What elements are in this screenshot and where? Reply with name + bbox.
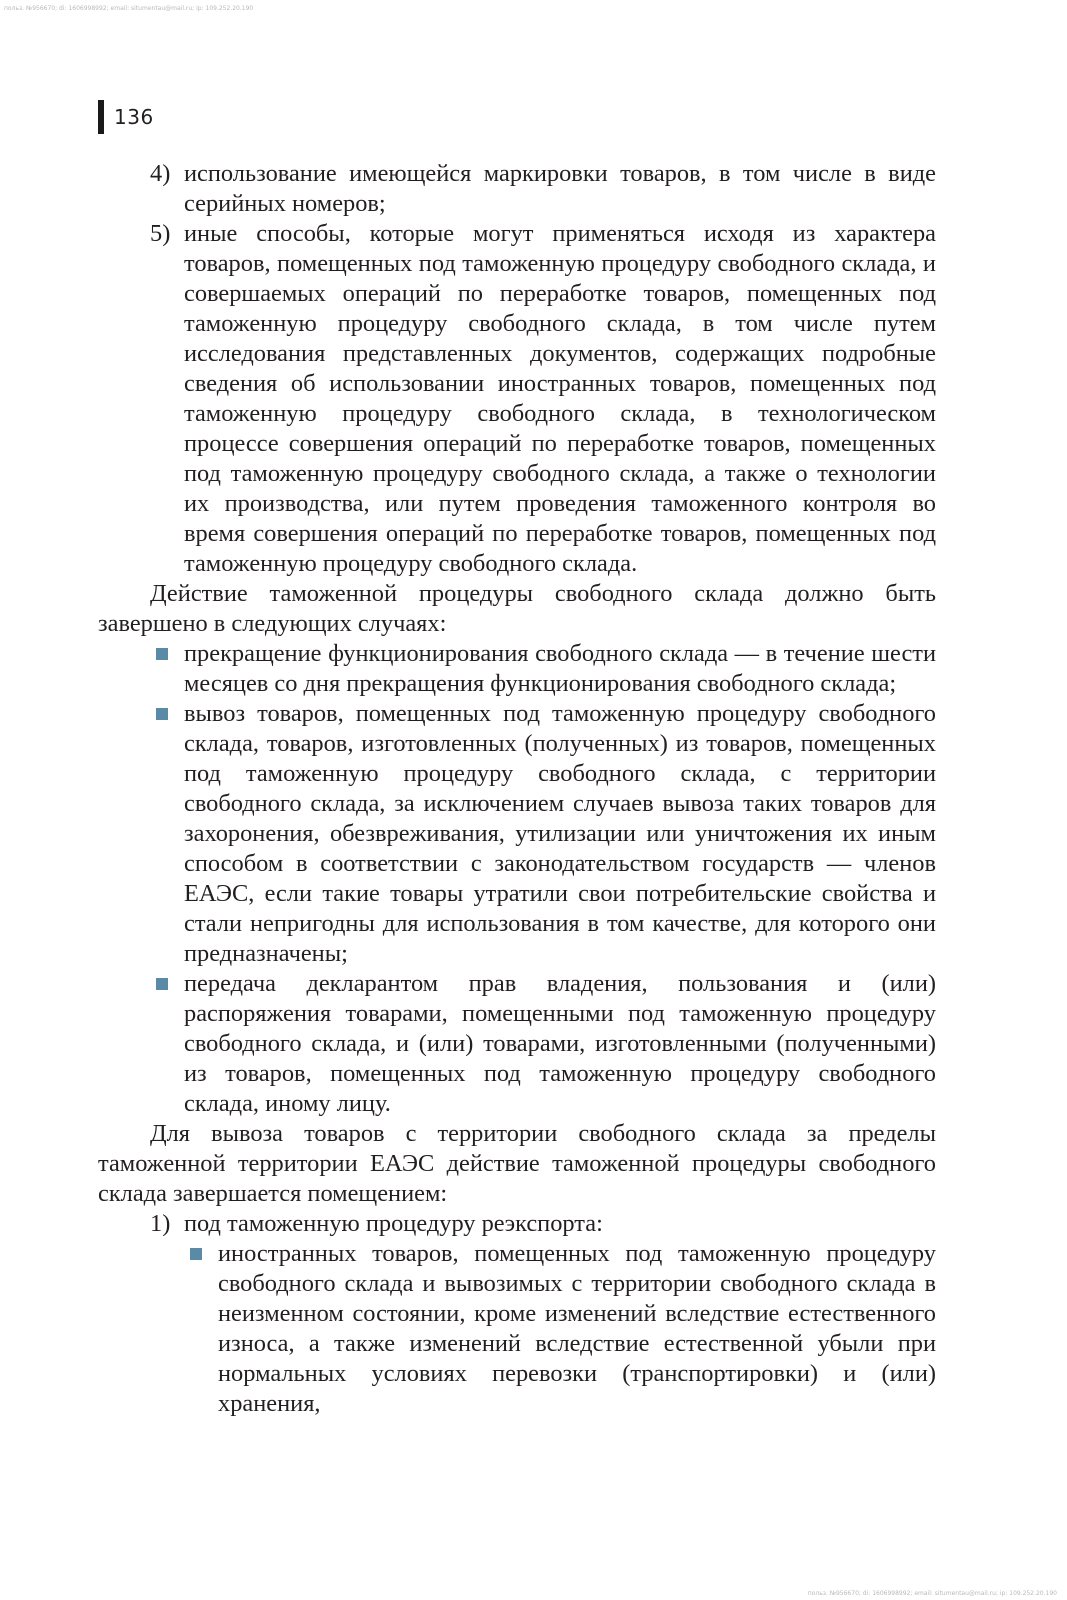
square-bullet-icon (156, 708, 168, 720)
paragraph-completion-cases: Действие таможенной процедуры свободного склада должно быть завершено в следующих случаях: (98, 580, 936, 637)
item-text: под таможенную процедуру реэкспорта: (184, 1210, 603, 1237)
watermark-bottom: польз. №956670; di: 1606998992; email: situmentau@mail.ru; ip: 109.252.20.190 (807, 1590, 1057, 1597)
item-number: 4) (150, 160, 171, 187)
page-number: 136 (114, 105, 154, 129)
square-bullet-icon (156, 978, 168, 990)
square-bullet-icon (156, 648, 168, 660)
numbered-item-1 (98, 1209, 936, 1239)
header-bar (98, 100, 104, 134)
numbered-item-4 (98, 159, 936, 219)
paragraph-export-cases: Для вывоза товаров с территории свободного склада за пределы таможенной территории ЕАЭС действие таможенной процедуры свободного склада завершается помещением: (98, 1120, 936, 1207)
item-number: 5) (150, 220, 171, 247)
item-text: использование имеющейся маркировки товаров, в том числе в виде серийных номеров; (184, 160, 936, 217)
bullet-text: прекращение функционирования свободного склада — в течение шести месяцев со дня прекращения функционирования свободного склада; (184, 640, 936, 697)
numbered-item-5 (98, 219, 936, 579)
body-text (98, 159, 936, 1419)
bullet-text: передача декларантом прав владения, пользования и (или) распоряжения товарами, помещенными под таможенную процедуру свободного склада, и (или) товарами, изготовленными (полученными) из товаров, помещенных под таможенную процедуру свободного склада, иному лицу. (184, 970, 936, 1117)
page-header (98, 100, 154, 134)
bullet-text: иностранных товаров, помещенных под таможенную процедуру свободного склада и вывозимых с территории свободного склада в неизменном состоянии, кроме изменений вследствие естественного износа, а также изменений вследствие естественной убыли при нормальных условиях перевозки (транспортировки) и (или) хранения, (218, 1240, 936, 1417)
watermark-top: польз. №956670; di: 1606998992; email: situmentau@mail.ru; ip: 109.252.20.190 (4, 5, 254, 12)
bullet-item-3 (98, 969, 936, 1119)
bullet-text: вывоз товаров, помещенных под таможенную процедуру свободного склада, товаров, изготовленных (полученных) из товаров, помещенных под таможенную процедуру свободного склада, с территории свободного склада, за исключением случаев вывоза таких товаров для захоронения, обезвреживания, утилизации или уничтожения их иным способом в соответствии с законодательством государств — членов ЕАЭС, если такие товары утратили свои потребительские свойства и стали непригодны для использования в том качестве, для которого они предназначены; (184, 700, 936, 967)
square-bullet-icon (190, 1248, 202, 1260)
bullet-item-2 (98, 699, 936, 969)
sub-bullet-item-1 (98, 1239, 936, 1419)
bullet-item-1 (98, 639, 936, 699)
item-text: иные способы, которые могут применяться исходя из характера товаров, помещенных под таможенную процедуру свободного склада, и совершаемых операций по переработке товаров, помещенных под таможенную процедуру свободного склада, в том числе путем исследования представленных документов, содержащих подробные сведения об использовании иностранных товаров, помещенных под таможенную процедуру свободного склада, в технологическом процессе совершения операций по переработке товаров, помещенных под таможенную процедуру свободного склада, а также о технологии их производства, или путем проведения таможенного контроля во время совершения операций по переработке товаров, помещенных под таможенную процедуру свободного склада. (184, 220, 936, 577)
item-number: 1) (150, 1210, 171, 1237)
